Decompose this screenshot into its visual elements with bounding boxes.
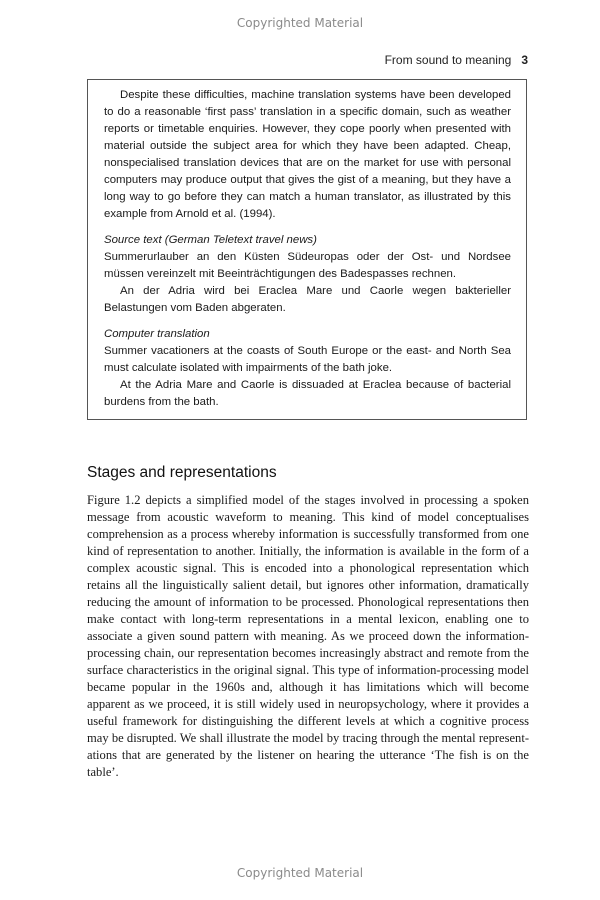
box-intro-paragraph: Despite these difficulties, machine translation systems have been developed to do a reasonable ‘first pass’ translation in a specific domain, such as weather reports or timetable enquiries. However, they cope poorly when presented with material outside the subject area for which they have been adapted. Cheap, nonspecialised translation devices that are on the market for use with personal computers may produce output that gives the gist of a meaning, but they have a long way to go before they can match a human translator, as illustrated by this example from Arnold et al. (1994). <box>104 89 511 220</box>
computer-translation-label: Computer translation <box>104 328 210 340</box>
source-text-paragraph-2: An der Adria wird bei Eraclea Mare und Caorle wegen bakterieller Belastungen vom Baden abgeraten. <box>104 285 511 314</box>
running-head-title: From sound to meaning <box>384 53 512 67</box>
computer-translation-paragraph-2: At the Adria Mare and Caorle is dissuaded at Eraclea because of bacterial burdens from the bath. <box>104 379 511 408</box>
computer-translation-paragraph-1: Summer vacationers at the coasts of South Europe or the east- and North Sea must calculate isolated with impairments of the bath joke. <box>104 345 511 374</box>
translation-example-box <box>87 79 527 420</box>
page-number: 3 <box>521 53 528 67</box>
copyright-watermark-top: Copyrighted Material <box>236 16 364 30</box>
section-heading: Stages and representations <box>87 464 277 481</box>
source-text-paragraph-1: Summerurlauber an den Küsten Südeuropas oder der Ost- und Nordsee müssen vereinzelt mit Beeinträchtigungen des Badespasses rechnen. <box>104 251 511 280</box>
source-text-label: Source text (German Teletext travel news) <box>104 234 317 246</box>
body-paragraph: Figure 1.2 depicts a simplified model of the stages involved in processing a spoken message from acoustic waveform to meaning. This kind of model conceptualises comprehension as a process whereby information is successfully transformed from one kind of representation to another. Initially, the information is available in the form of a complex acoustic signal. This is encoded into a phonological representation which retains all the linguistically salient detail, but ignores other information, dramatically reducing the amount of information to be processed. Phonological representations then make contact with long-term representations in a mental lexicon, enabling one to associate a given sound pattern with meaning. As we proceed down the information-processing chain, our representation becomes increasingly abstract and remote from the surface characteristics in the original signal. This type of information-processing model became popular in the 1960s and, although it has limitations which will become apparent as we proceed, it is still widely used in neuropsychology, where it provides a useful framework for distinguishing the different levels at which a cognitive process may be disrupted. We shall illustrate the model by tracing through the mental representations that are generated by the listener on hearing the utterance ‘The fish is on the table’. <box>87 493 529 779</box>
copyright-watermark-bottom: Copyrighted Material <box>236 866 364 880</box>
running-head <box>385 53 528 67</box>
